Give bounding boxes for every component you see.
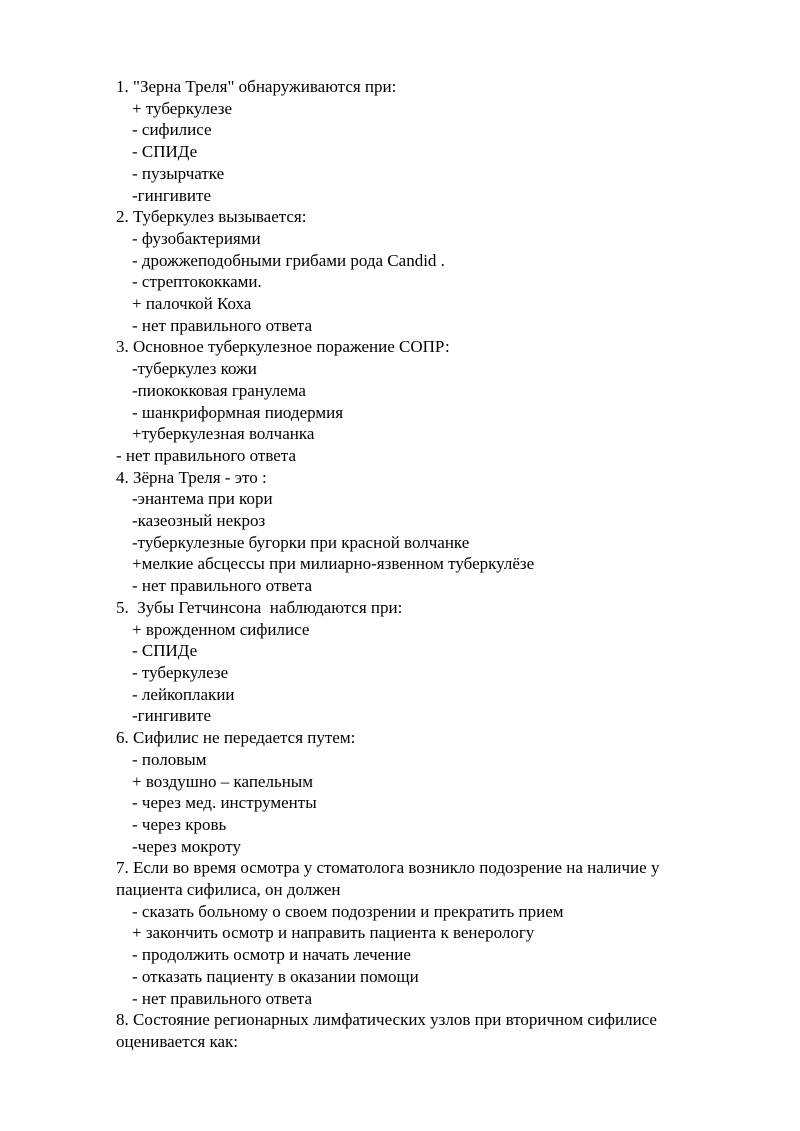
question-line: оценивается как: bbox=[116, 1031, 239, 1051]
answer-option: - пузырчатке bbox=[132, 163, 225, 183]
answer-option: - половым bbox=[132, 749, 207, 769]
answer-option: + туберкулезе bbox=[132, 98, 233, 118]
answer-option: - фузобактериями bbox=[132, 228, 261, 248]
answer-option: - через мед. инструменты bbox=[132, 793, 317, 813]
answer-option: - нет правильного ответа bbox=[116, 445, 296, 465]
answer-option: - СПИДе bbox=[132, 641, 198, 661]
answer-option: -гингивите bbox=[132, 185, 211, 205]
answer-option: - СПИДе bbox=[132, 142, 198, 162]
answer-option: - туберкулезе bbox=[132, 662, 229, 682]
answer-option: +туберкулезная волчанка bbox=[132, 424, 315, 444]
question-line: 8. Состояние регионарных лимфатических узлов при вторичном сифилисе bbox=[116, 1010, 657, 1030]
answer-option: - нет правильного ответа bbox=[132, 576, 312, 596]
answer-option: -туберкулезные бугорки при красной волчанке bbox=[132, 532, 470, 552]
question-line: 6. Сифилис не передается путем: bbox=[116, 728, 356, 748]
question-line: 3. Основное туберкулезное поражение СОПР: bbox=[116, 337, 450, 357]
answer-option: - сифилисе bbox=[132, 120, 212, 140]
answer-option: -туберкулез кожи bbox=[132, 359, 257, 379]
question-line: пациента сифилиса, он должен bbox=[116, 880, 341, 900]
answer-option: - нет правильного ответа bbox=[132, 988, 312, 1008]
answer-option: - лейкоплакии bbox=[132, 684, 235, 704]
answer-option: + врожденном сифилисе bbox=[132, 619, 310, 639]
quiz-text-body bbox=[116, 76, 756, 1053]
answer-option: + палочкой Коха bbox=[132, 294, 252, 314]
answer-option: - продолжить осмотр и начать лечение bbox=[132, 945, 411, 965]
answer-option: - стрептококками. bbox=[132, 272, 262, 292]
answer-option: + воздушно – капельным bbox=[132, 771, 313, 791]
answer-option: -пиококковая гранулема bbox=[132, 380, 306, 400]
answer-option: - нет правильного ответа bbox=[132, 315, 312, 335]
question-line: 1. "Зерна Треля" обнаруживаются при: bbox=[116, 77, 397, 96]
answer-option: - сказать больному о своем подозрении и прекратить прием bbox=[132, 901, 564, 921]
question-line: 2. Туберкулез вызывается: bbox=[116, 207, 307, 227]
answer-option: - дрожжеподобными грибами рода Candid . bbox=[132, 250, 445, 270]
answer-option: -гингивите bbox=[132, 706, 211, 726]
answer-option: -казеозный некроз bbox=[132, 511, 266, 531]
answer-option: -энантема при кори bbox=[132, 489, 273, 509]
answer-option: - шанкриформная пиодермия bbox=[132, 402, 344, 422]
answer-option: + закончить осмотр и направить пациента к венерологу bbox=[132, 923, 535, 943]
answer-option: - через кровь bbox=[132, 814, 227, 834]
answer-option: - отказать пациенту в оказании помощи bbox=[132, 966, 419, 986]
question-line: 7. Если во время осмотра у стоматолога возникло подозрение на наличие у bbox=[116, 858, 660, 878]
answer-option: -через мокроту bbox=[132, 836, 241, 856]
question-line: 5. Зубы Гетчинсона наблюдаются при: bbox=[116, 597, 403, 617]
answer-option: +мелкие абсцессы при милиарно-язвенном туберкулёзе bbox=[132, 554, 535, 574]
question-line: 4. Зёрна Треля - это : bbox=[116, 467, 267, 487]
